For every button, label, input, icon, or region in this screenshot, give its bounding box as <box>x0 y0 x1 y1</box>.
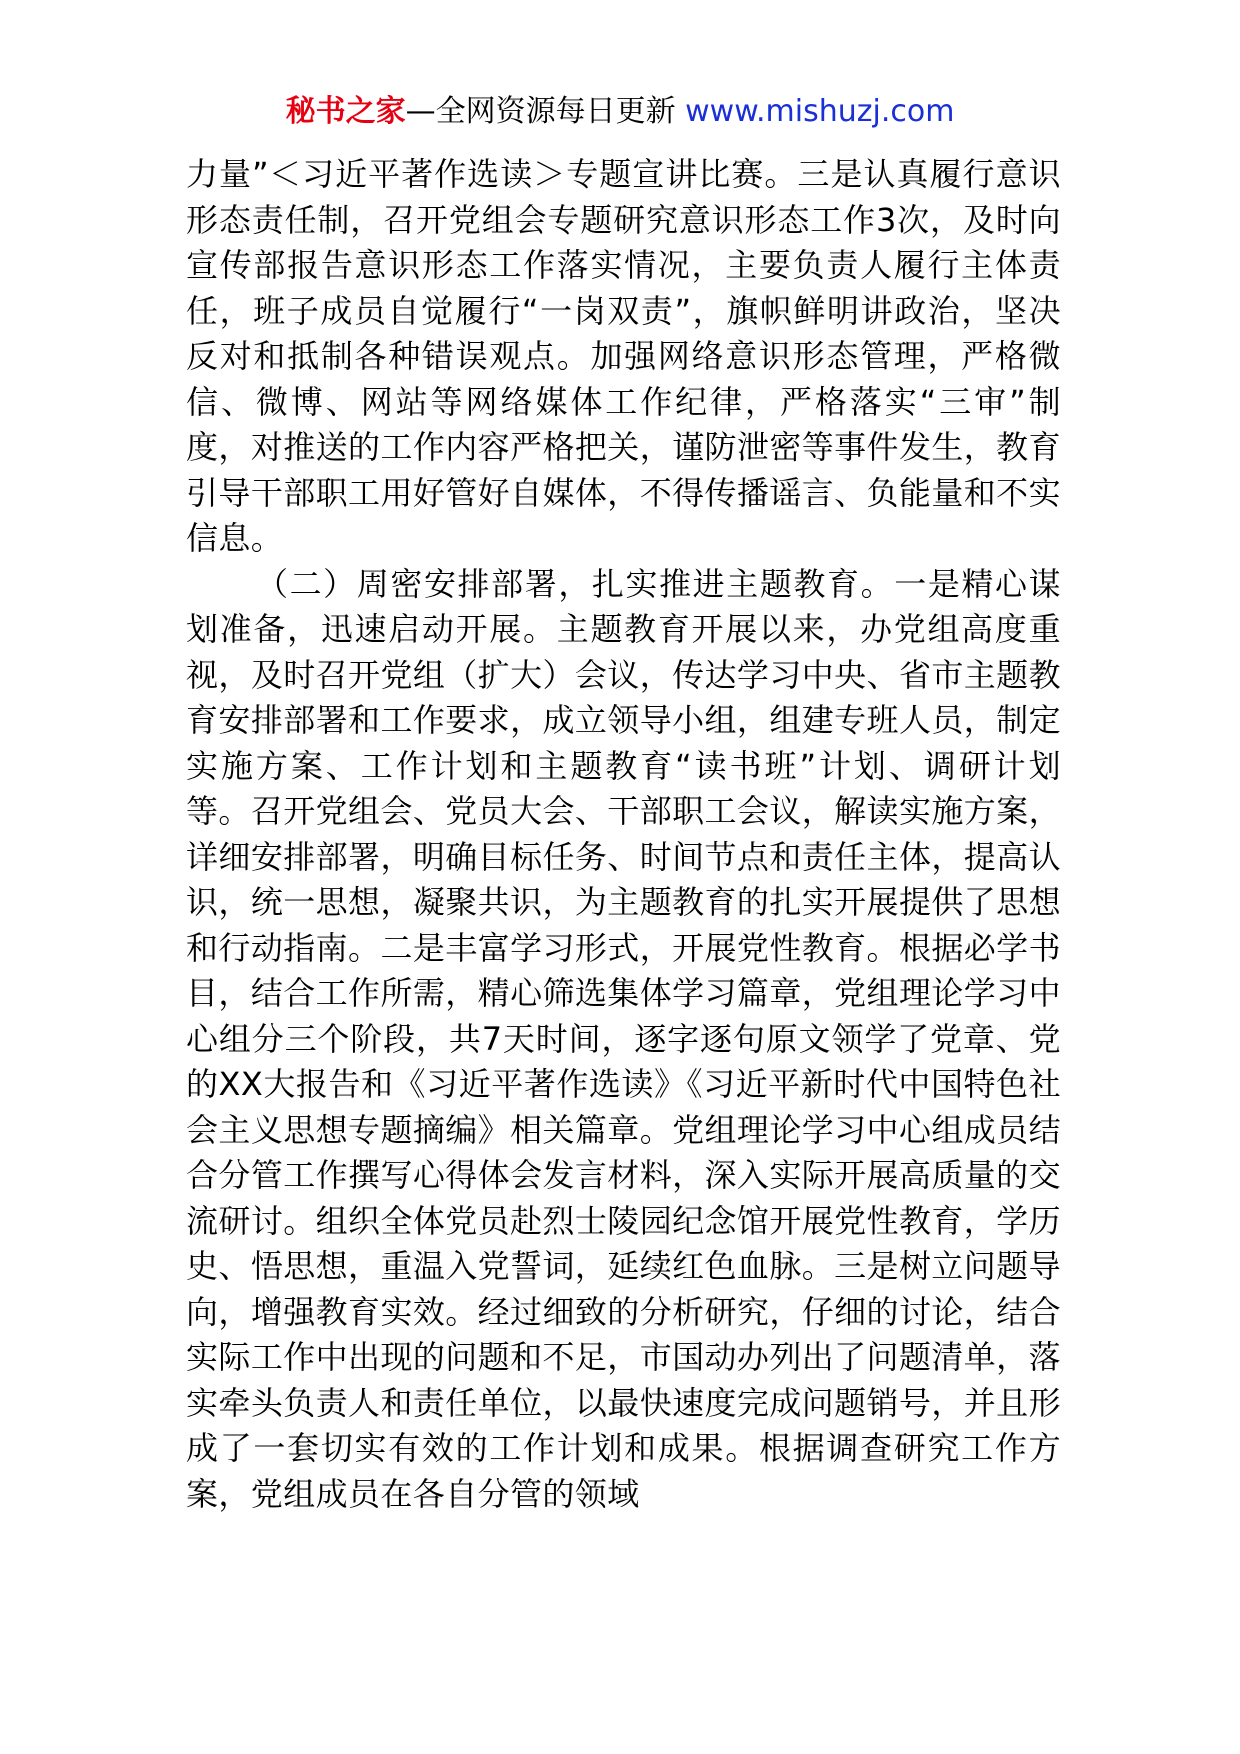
page-header <box>0 92 1240 132</box>
paragraph-continued: 力量”＜习近平著作选读＞专题宣讲比赛。三是认真履行意识形态责任制，召开党组会专题研究意识形态工作3次，及时向宣传部报告意识形态工作落实情况，主要负责人履行主体责任，班子成员自觉履行“一岗双责”，旗帜鲜明讲政治，坚决反对和抵制各种错误观点。加强网络意识形态管理，严格微信、微博、网站等网络媒体工作纪律，严格落实“三审”制度，对推送的工作内容严格把关，谨防泄密等事件发生，教育引导干部职工用好管好自媒体，不得传播谣言、负能量和不实信息。 <box>186 155 1061 557</box>
website-link[interactable]: www.mishuzj.com <box>685 94 955 129</box>
paragraph-section-two: （二）周密安排部署，扎实推进主题教育。一是精心谋划准备，迅速启动开展。主题教育开展以来，办党组高度重视，及时召开党组（扩大）会议，传达学习中央、省市主题教育安排部署和工作要求，成立领导小组，组建专班人员，制定实施方案、工作计划和主题教育“读书班”计划、调研计划等。召开党组会、党员大会、干部职工会议，解读实施方案，详细安排部署，明确目标任务、时间节点和责任主体，提高认识，统一思想，凝聚共识，为主题教育的扎实开展提供了思想和行动指南。二是丰富学习形式，开展党性教育。根据必学书目，结合工作所需，精心筛选集体学习篇章，党组理论学习中心组分三个阶段，共7天时间，逐字逐句原文领学了党章、党的XX大报告和《习近平著作选读》《习近平新时代中国特色社会主义思想专题摘编》相关篇章。党组理论学习中心组成员结合分管工作撰写心得体会发言材料，深入实际开展高质量的交流研讨。组织全体党员赴烈士陵园纪念馆开展党性教育，学历史、悟思想，重温入党誓词，延续红色血脉。三是树立问题导向，增强教育实效。经过细致的分析研究，仔细的讨论，结合实际工作中出现的问题和不足，市国动办列出了问题清单，落实牵头负责人和责任单位，以最快速度完成问题销号，并且形成了一套切实有效的工作计划和成果。根据调查研究工作方案，党组成员在各自分管的领域 <box>186 564 1061 1513</box>
brand-name: 秘书之家 <box>285 94 406 129</box>
document-body <box>186 152 1061 1517</box>
header-slogan: —全网资源每日更新 <box>405 94 676 129</box>
